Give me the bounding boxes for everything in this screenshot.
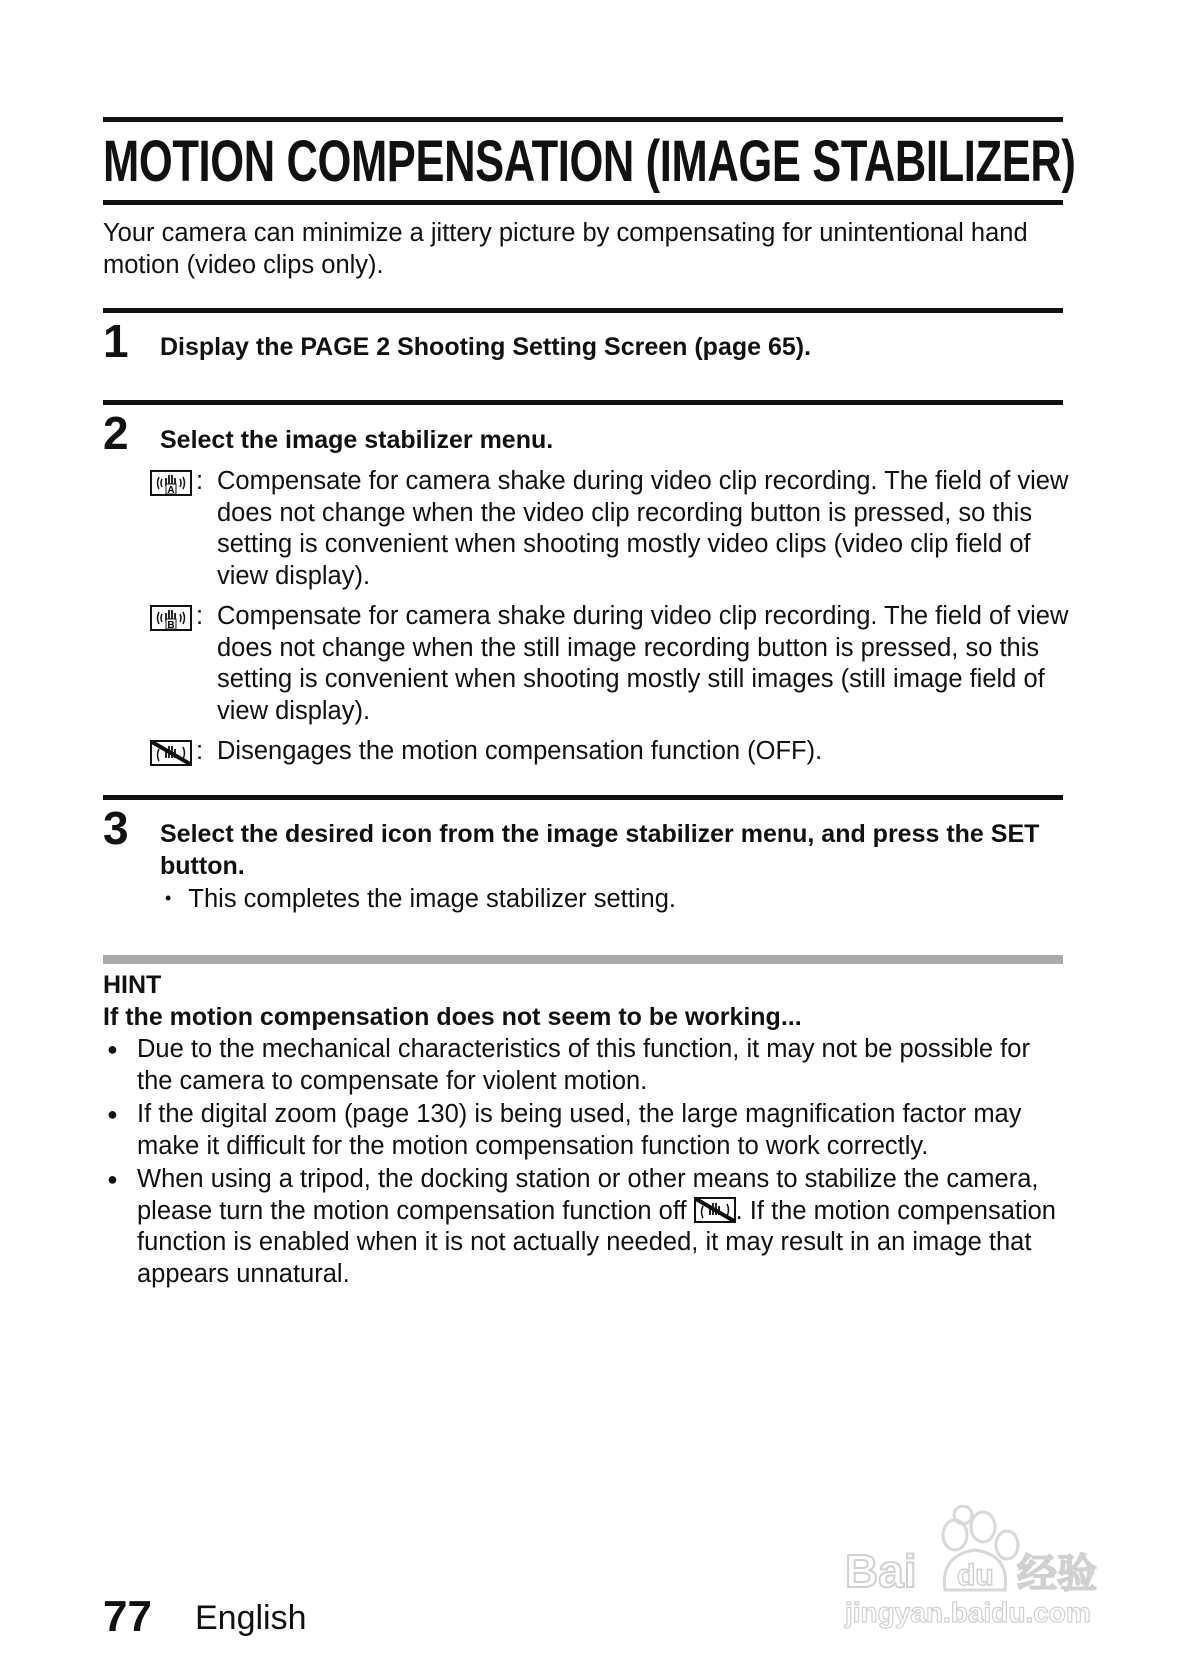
stabilizer-off-icon bbox=[150, 740, 192, 766]
bullet-mark: ● bbox=[107, 1039, 118, 1059]
stabilizer-off-icon bbox=[694, 1197, 736, 1223]
stabilizer-option-a bbox=[150, 466, 1070, 592]
hint-bullet-1-text: Due to the mechanical characteristics of this function, it may not be possible for the camera to compensate for violent motion. bbox=[137, 1035, 1030, 1095]
hint-divider bbox=[103, 955, 1063, 964]
option-b-text: Compensate for camera shake during video clip recording. The field of view does not change when the still image recording button is pressed, so this setting is convenient when shooting mostly still images (still image field of view display). bbox=[217, 602, 1069, 725]
hint-bullet-3-text: When using a tripod, the docking station or other means to stabilize the camera, please turn the motion compensation function off bbox=[137, 1165, 1039, 1225]
hint-bullet-2 bbox=[103, 1099, 1063, 1162]
step-3-number: 3 bbox=[103, 802, 129, 854]
hint-label: HINT bbox=[103, 971, 162, 999]
icon-letter-a: A bbox=[167, 485, 175, 496]
step-2-rule bbox=[103, 400, 1063, 405]
footer-language: English bbox=[195, 1599, 307, 1637]
hint-bullet-1 bbox=[103, 1034, 1063, 1097]
stabilizer-option-off bbox=[150, 736, 1070, 768]
bullet-mark: ● bbox=[107, 1104, 118, 1124]
stabilizer-a-icon bbox=[150, 470, 192, 496]
baidu-watermark bbox=[845, 1505, 1115, 1630]
icon-letter-b: B bbox=[167, 620, 175, 631]
bullet-mark: ● bbox=[107, 1169, 118, 1189]
step-3-rule bbox=[103, 795, 1063, 800]
svg-text:Bai: Bai bbox=[845, 1545, 917, 1597]
option-a-text: Compensate for camera shake during video clip recording. The field of view does not change when the video clip recording button is pressed, so this setting is convenient when shooting mostly video clips (video clip field of view display). bbox=[217, 467, 1069, 590]
hint-bullet-3 bbox=[103, 1164, 1063, 1290]
step-2-number: 2 bbox=[103, 407, 129, 459]
intro-text: Your camera can minimize a jittery picture by compensating for unintentional hand motion (video clips only). bbox=[103, 219, 1028, 279]
svg-text:经验: 经验 bbox=[1017, 1551, 1097, 1597]
colon: : bbox=[196, 602, 204, 630]
hint-heading: If the motion compensation does not seem to be working... bbox=[103, 1003, 802, 1031]
step-3-text: Select the desired icon from the image stabilizer menu, and press the SET button. bbox=[160, 820, 1040, 880]
hint-bullet-2-text: If the digital zoom (page 130) is being used, the large magnification factor may make it difficult for the motion compensation function to work correctly. bbox=[137, 1100, 1022, 1160]
hint-bullet-3-continued: . If the motion compensation function is enabled when it is not actually needed, it may result in an image that appears unnatural. bbox=[137, 1196, 1056, 1288]
page-title: MOTION COMPENSATION (IMAGE STABILIZER) bbox=[103, 129, 1076, 194]
title-rule bbox=[103, 200, 1063, 205]
svg-text:du: du bbox=[957, 1559, 994, 1592]
colon: : bbox=[196, 467, 204, 495]
stabilizer-option-b bbox=[150, 601, 1070, 727]
step-1-text: Display the PAGE 2 Shooting Setting Screen (page 65). bbox=[160, 333, 812, 361]
watermark-url: jingyan.baidu.com bbox=[845, 1597, 1091, 1628]
step-1-rule bbox=[103, 308, 1063, 313]
colon: : bbox=[196, 737, 204, 765]
stabilizer-b-icon bbox=[150, 605, 192, 631]
step-3-bullet-text: This completes the image stabilizer setting. bbox=[188, 885, 676, 913]
top-rule bbox=[103, 117, 1063, 122]
step-2-text: Select the image stabilizer menu. bbox=[160, 426, 554, 454]
bullet-mark: • bbox=[165, 888, 172, 908]
page-number: 77 bbox=[103, 1592, 152, 1641]
step-3-bullet bbox=[165, 883, 676, 916]
option-off-text: Disengages the motion compensation function (OFF). bbox=[217, 737, 823, 765]
step-1-number: 1 bbox=[103, 315, 129, 367]
